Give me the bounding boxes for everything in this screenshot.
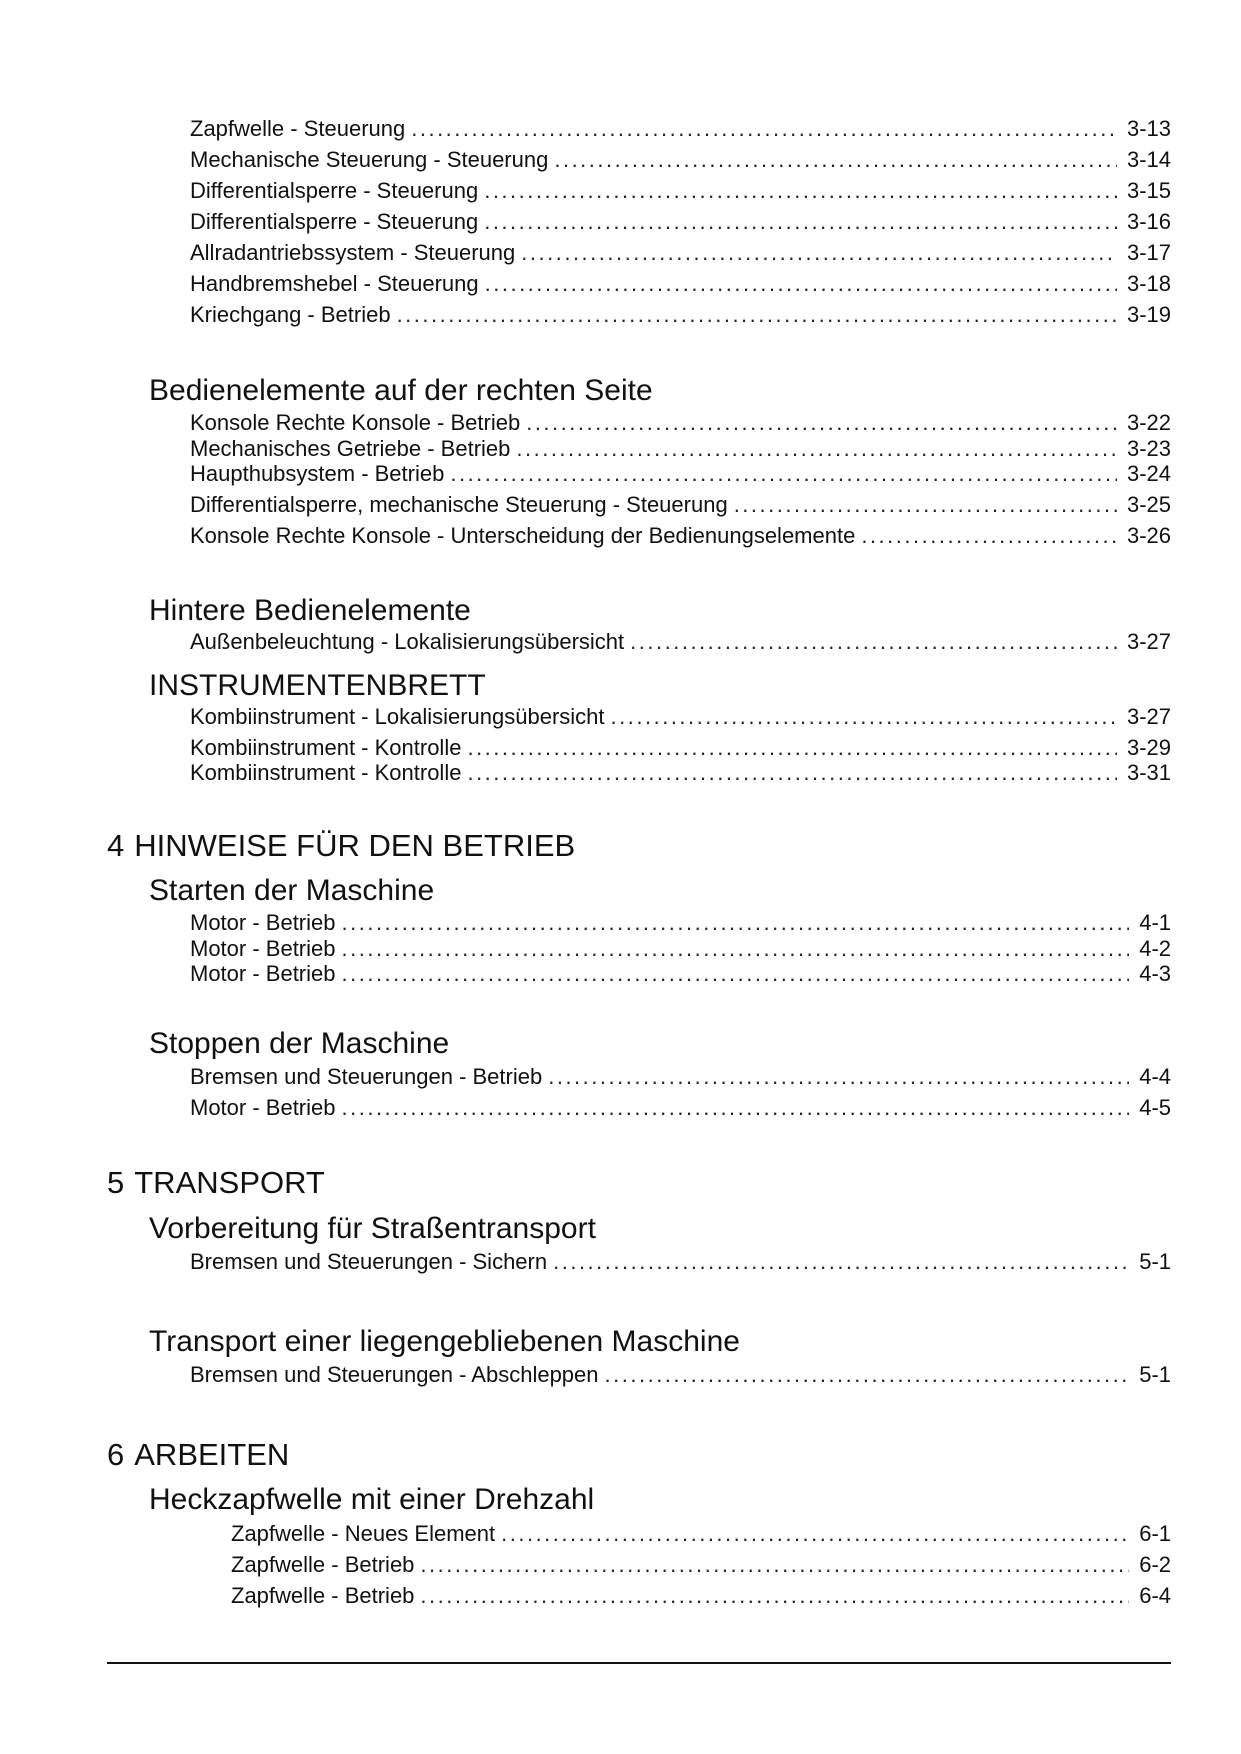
toc-entry-label: Kombiinstrument - Kontrolle bbox=[190, 760, 462, 785]
toc-entry[interactable] bbox=[190, 627, 1171, 657]
toc-entry[interactable] bbox=[190, 1360, 1171, 1390]
toc-entry[interactable] bbox=[190, 207, 1171, 237]
section-heading: Transport einer liegengebliebenen Maschine bbox=[149, 1325, 740, 1358]
toc-entry-page: 3-31 bbox=[1126, 760, 1171, 785]
chapter-number: 6 bbox=[107, 1437, 125, 1472]
chapter-title: ARBEITEN bbox=[134, 1437, 290, 1472]
section-heading: Stoppen der Maschine bbox=[149, 1027, 450, 1060]
toc-entry-page: 3-16 bbox=[1126, 209, 1171, 234]
dot-leader bbox=[342, 959, 1130, 989]
toc-entry-label: Motor - Betrieb bbox=[190, 961, 336, 986]
toc-entry-page: 3-26 bbox=[1126, 523, 1171, 548]
dot-leader bbox=[611, 702, 1117, 732]
dot-leader bbox=[548, 1062, 1129, 1092]
toc-entry-page: 3-14 bbox=[1126, 147, 1171, 172]
dot-leader bbox=[397, 300, 1117, 330]
dot-leader bbox=[630, 627, 1117, 657]
toc-entry[interactable] bbox=[190, 459, 1171, 489]
section-heading: Bedienelemente auf der rechten Seite bbox=[149, 374, 653, 407]
toc-entry-page: 3-23 bbox=[1126, 436, 1171, 461]
toc-entry-page: 6-4 bbox=[1139, 1583, 1171, 1608]
dot-leader bbox=[450, 459, 1117, 489]
dot-leader bbox=[484, 207, 1117, 237]
toc-entry-label: Mechanisches Getriebe - Betrieb bbox=[190, 436, 511, 461]
toc-entry-label: Bremsen und Steuerungen - Sichern bbox=[190, 1249, 548, 1274]
toc-entry-page: 3-19 bbox=[1126, 302, 1171, 327]
toc-entry-label: Konsole Rechte Konsole - Betrieb bbox=[190, 410, 521, 435]
toc-entry-label: Zapfwelle - Steuerung bbox=[190, 116, 406, 141]
toc-entry-page: 6-2 bbox=[1139, 1552, 1171, 1577]
chapter-heading bbox=[107, 1165, 325, 1201]
toc-entry-label: Differentialsperre - Steuerung bbox=[190, 209, 479, 234]
toc-entry-page: 3-22 bbox=[1126, 410, 1171, 435]
toc-entry-label: Differentialsperre - Steuerung bbox=[190, 178, 479, 203]
toc-entry-page: 4-2 bbox=[1139, 936, 1171, 961]
toc-entry-label: Bremsen und Steuerungen - Betrieb bbox=[190, 1064, 543, 1089]
toc-entry-page: 5-1 bbox=[1139, 1362, 1171, 1387]
dot-leader bbox=[342, 1093, 1130, 1123]
toc-entry[interactable] bbox=[190, 490, 1171, 520]
toc-entry-label: Motor - Betrieb bbox=[190, 936, 336, 961]
toc-entry-page: 4-3 bbox=[1139, 961, 1171, 986]
dot-leader bbox=[734, 490, 1117, 520]
dot-leader bbox=[467, 758, 1117, 788]
toc-entry-page: 3-24 bbox=[1126, 461, 1171, 486]
toc-entry-label: Kriechgang - Betrieb bbox=[190, 302, 391, 327]
toc-entry[interactable] bbox=[190, 702, 1171, 732]
toc-entry[interactable] bbox=[190, 238, 1171, 268]
toc-entry-label: Allradantriebssystem - Steuerung bbox=[190, 240, 516, 265]
dot-leader bbox=[605, 1360, 1130, 1390]
toc-entry-page: 3-13 bbox=[1126, 116, 1171, 141]
toc-entry[interactable] bbox=[190, 300, 1171, 330]
section-heading: Hintere Bedienelemente bbox=[149, 594, 471, 627]
chapter-heading bbox=[107, 828, 575, 864]
toc-entry-page: 3-25 bbox=[1126, 492, 1171, 517]
toc-entry[interactable] bbox=[231, 1550, 1171, 1580]
toc-entry-page: 3-27 bbox=[1126, 704, 1171, 729]
toc-entry[interactable] bbox=[231, 1519, 1171, 1549]
toc-entry-label: Differentialsperre, mechanische Steuerung - Steuerung bbox=[190, 492, 728, 517]
toc-entry-page: 6-1 bbox=[1139, 1521, 1171, 1546]
section-heading: Vorbereitung für Straßentransport bbox=[149, 1212, 596, 1245]
chapter-heading bbox=[107, 1437, 289, 1473]
chapter-number: 5 bbox=[107, 1165, 125, 1200]
toc-entry-label: Kombiinstrument - Lokalisierungsübersicht bbox=[190, 704, 605, 729]
toc-entry-page: 3-29 bbox=[1126, 735, 1171, 760]
dot-leader bbox=[411, 114, 1117, 144]
chapter-title: TRANSPORT bbox=[134, 1165, 325, 1200]
toc-entry-label: Zapfwelle - Neues Element bbox=[231, 1521, 496, 1546]
dot-leader bbox=[485, 269, 1117, 299]
toc-entry-label: Zapfwelle - Betrieb bbox=[231, 1583, 415, 1608]
dot-leader bbox=[553, 1247, 1129, 1277]
toc-entry-label: Haupthubsystem - Betrieb bbox=[190, 461, 445, 486]
toc-entry-label: Konsole Rechte Konsole - Unterscheidung der Bedienungselemente bbox=[190, 523, 856, 548]
section-heading: Starten der Maschine bbox=[149, 874, 435, 907]
toc-entry[interactable] bbox=[190, 176, 1171, 206]
toc-entry-label: Zapfwelle - Betrieb bbox=[231, 1552, 415, 1577]
toc-entry[interactable] bbox=[190, 145, 1171, 175]
toc-entry[interactable] bbox=[190, 269, 1171, 299]
dot-leader bbox=[484, 176, 1117, 206]
toc-entry[interactable] bbox=[190, 758, 1171, 788]
toc-entry[interactable] bbox=[190, 1247, 1171, 1277]
section-heading: INSTRUMENTENBRETT bbox=[149, 669, 486, 702]
chapter-title: HINWEISE FÜR DEN BETRIEB bbox=[134, 828, 576, 863]
toc-entry-label: Motor - Betrieb bbox=[190, 1095, 336, 1120]
dot-leader bbox=[501, 1519, 1129, 1549]
dot-leader bbox=[420, 1550, 1129, 1580]
toc-entry-page: 3-27 bbox=[1126, 629, 1171, 654]
toc-entry[interactable] bbox=[190, 1093, 1171, 1123]
toc-entry-label: Außenbeleuchtung - Lokalisierungsübersicht bbox=[190, 629, 625, 654]
dot-leader bbox=[521, 238, 1117, 268]
toc-entry-label: Bremsen und Steuerungen - Abschleppen bbox=[190, 1362, 599, 1387]
toc-entry[interactable] bbox=[190, 1062, 1171, 1092]
toc-entry-label: Mechanische Steuerung - Steuerung bbox=[190, 147, 549, 172]
footer-rule bbox=[107, 1662, 1171, 1664]
dot-leader bbox=[420, 1581, 1129, 1611]
section-heading: Heckzapfwelle mit einer Drehzahl bbox=[149, 1483, 595, 1516]
toc-entry-label: Kombiinstrument - Kontrolle bbox=[190, 735, 462, 760]
dot-leader bbox=[861, 521, 1117, 551]
toc-entry-label: Motor - Betrieb bbox=[190, 910, 336, 935]
toc-entry-page: 3-17 bbox=[1126, 240, 1171, 265]
toc-entry-page: 5-1 bbox=[1139, 1249, 1171, 1274]
toc-entry[interactable] bbox=[190, 114, 1171, 144]
toc-entry[interactable] bbox=[190, 959, 1171, 989]
chapter-number: 4 bbox=[107, 828, 125, 863]
toc-entry-page: 4-4 bbox=[1139, 1064, 1171, 1089]
toc-entry-page: 4-5 bbox=[1139, 1095, 1171, 1120]
toc-entry-page: 3-18 bbox=[1126, 271, 1171, 296]
toc-entry-label: Handbremshebel - Steuerung bbox=[190, 271, 479, 296]
dot-leader bbox=[554, 145, 1117, 175]
toc-entry-page: 4-1 bbox=[1139, 910, 1171, 935]
toc-entry[interactable] bbox=[190, 521, 1171, 551]
toc-entry[interactable] bbox=[231, 1581, 1171, 1611]
toc-entry-page: 3-15 bbox=[1126, 178, 1171, 203]
